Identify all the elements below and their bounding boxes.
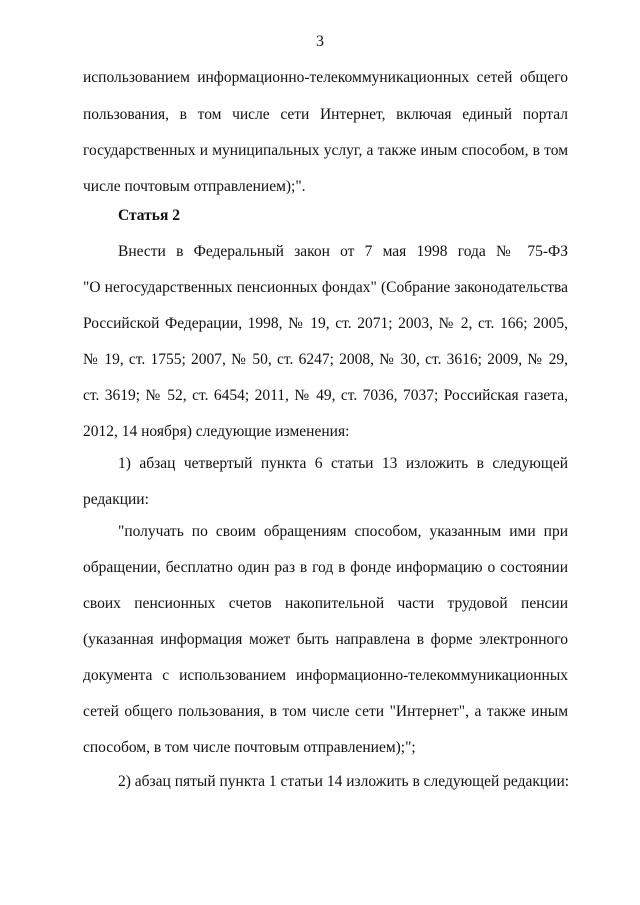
text-line: Российской Федерации, 1998, № 19, ст. 2071; 2003, № 2, ст. 166; 2005, [83, 315, 568, 332]
article-heading: Статья 2 [118, 207, 180, 224]
text-line: "получать по своим обращениям способом, указанным ими при [118, 523, 568, 540]
text-line: Внести в Федеральный закон от 7 мая 1998 года № 75-ФЗ [118, 243, 568, 260]
text-line: ст. 3619; № 52, ст. 6454; 2011, № 49, ст. 7036, 7037; Российская газета, [83, 387, 568, 404]
page-number: 3 [316, 33, 324, 50]
text-line: 2012, 14 ноября) следующие изменения: [83, 423, 350, 440]
text-line: использованием информационно-телекоммуникационных сетей общего [83, 69, 568, 86]
text-line: своих пенсионных счетов накопительной части трудовой пенсии [83, 595, 568, 612]
text-line: способом, в том числе почтовым отправлением);"; [83, 739, 416, 756]
text-line: 2) абзац пятый пункта 1 статьи 14 изложить в следующей редакции: [118, 773, 570, 790]
text-line: "О негосударственных пенсионных фондах" (Собрание законодательства [83, 279, 568, 296]
text-line: № 19, ст. 1755; 2007, № 50, ст. 6247; 2008, № 30, ст. 3616; 2009, № 29, [83, 351, 568, 368]
text-line: (указанная информация может быть направлена в форме электронного [83, 631, 568, 648]
text-line: обращении, бесплатно один раз в год в фонде информацию о состоянии [83, 559, 568, 576]
text-line: документа с использованием информационно-телекоммуникационных [83, 667, 568, 684]
text-line: сетей общего пользования, в том числе сети "Интернет", а также иным [83, 703, 568, 720]
text-line: числе почтовым отправлением);". [83, 178, 306, 195]
text-line: 1) абзац четвертый пункта 6 статьи 13 изложить в следующей [118, 455, 568, 472]
text-line: государственных и муниципальных услуг, а также иным способом, в том [83, 142, 568, 159]
text-line: пользования, в том числе сети Интернет, включая единый портал [83, 106, 568, 123]
text-line: редакции: [83, 491, 149, 508]
